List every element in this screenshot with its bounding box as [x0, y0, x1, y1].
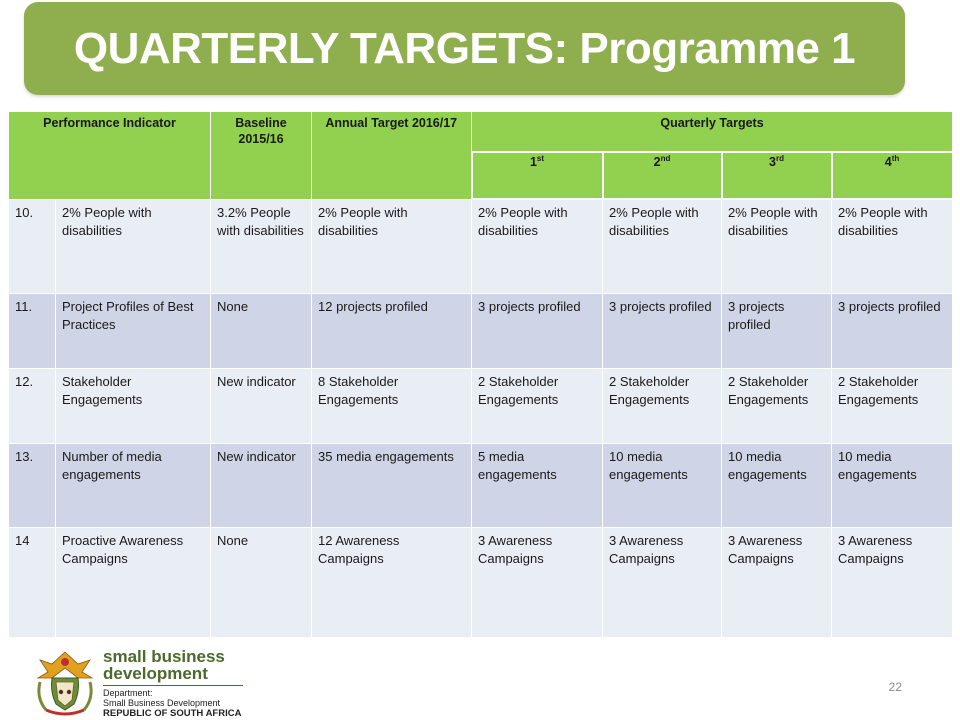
logo-line-department: Department: [103, 688, 153, 698]
q3-cell: 2 Stakeholder Engagements [722, 368, 832, 443]
table-row [9, 199, 953, 293]
annual-target-cell: 12 Awareness Campaigns [312, 527, 472, 637]
q1-cell: 5 media engagements [472, 443, 603, 527]
department-logo [103, 648, 243, 719]
annual-target-cell: 8 Stakeholder Engagements [312, 368, 472, 443]
q2-cell: 2% People with disabilities [603, 199, 722, 293]
header-annual-target: Annual Target 2016/17 [312, 112, 472, 200]
baseline-cell: 3.2% People with disabilities [211, 199, 312, 293]
logo-line-small-business: small business [103, 647, 225, 666]
table-row [9, 443, 953, 527]
q1-cell: 3 projects profiled [472, 293, 603, 368]
page-number: 22 [888, 680, 902, 694]
title-banner [24, 2, 905, 95]
logo-divider [103, 685, 243, 686]
baseline-cell: New indicator [211, 368, 312, 443]
q2-cell: 3 projects profiled [603, 293, 722, 368]
table-row [9, 368, 953, 443]
row-number: 12. [9, 368, 56, 443]
logo-line-development: development [103, 664, 208, 683]
q2-cell: 2 Stakeholder Engagements [603, 368, 722, 443]
baseline-cell: None [211, 527, 312, 637]
logo-line-department-name: Small Business Development [103, 698, 221, 708]
q2-cell: 10 media engagements [603, 443, 722, 527]
logo-line-republic: REPUBLIC OF SOUTH AFRICA [103, 708, 242, 719]
indicator-cell: Proactive Awareness Campaigns [56, 527, 211, 637]
q3-cell: 10 media engagements [722, 443, 832, 527]
indicator-cell: Project Profiles of Best Practices [56, 293, 211, 368]
header-quarterly-targets: Quarterly Targets [472, 112, 953, 153]
quarterly-targets-table [8, 111, 954, 638]
q1-cell: 3 Awareness Campaigns [472, 527, 603, 637]
indicator-cell: Number of media engagements [56, 443, 211, 527]
indicator-cell: 2% People with disabilities [56, 199, 211, 293]
row-number: 13. [9, 443, 56, 527]
annual-target-cell: 35 media engagements [312, 443, 472, 527]
indicator-cell: Stakeholder Engagements [56, 368, 211, 443]
q4-cell: 3 Awareness Campaigns [832, 527, 953, 637]
q4-cell: 10 media engagements [832, 443, 953, 527]
header-q2: 2nd [603, 152, 722, 199]
table-row [9, 293, 953, 368]
q1-cell: 2% People with disabilities [472, 199, 603, 293]
header-q4: 4th [832, 152, 953, 199]
header-q3: 3rd [722, 152, 832, 199]
q4-cell: 2% People with disabilities [832, 199, 953, 293]
q4-cell: 3 projects profiled [832, 293, 953, 368]
table-row [9, 527, 953, 637]
header-performance-indicator: Performance Indicator [9, 112, 211, 200]
header-q1: 1st [472, 152, 603, 199]
annual-target-cell: 2% People with disabilities [312, 199, 472, 293]
q2-cell: 3 Awareness Campaigns [603, 527, 722, 637]
q3-cell: 3 projects profiled [722, 293, 832, 368]
baseline-cell: New indicator [211, 443, 312, 527]
row-number: 10. [9, 199, 56, 293]
annual-target-cell: 12 projects profiled [312, 293, 472, 368]
baseline-cell: None [211, 293, 312, 368]
q4-cell: 2 Stakeholder Engagements [832, 368, 953, 443]
q3-cell: 2% People with disabilities [722, 199, 832, 293]
coat-of-arms-icon [32, 648, 98, 718]
q3-cell: 3 Awareness Campaigns [722, 527, 832, 637]
row-number: 14 [9, 527, 56, 637]
row-number: 11. [9, 293, 56, 368]
header-baseline: Baseline 2015/16 [211, 112, 312, 200]
q1-cell: 2 Stakeholder Engagements [472, 368, 603, 443]
page-title: QUARTERLY TARGETS: Programme 1 [73, 23, 856, 73]
